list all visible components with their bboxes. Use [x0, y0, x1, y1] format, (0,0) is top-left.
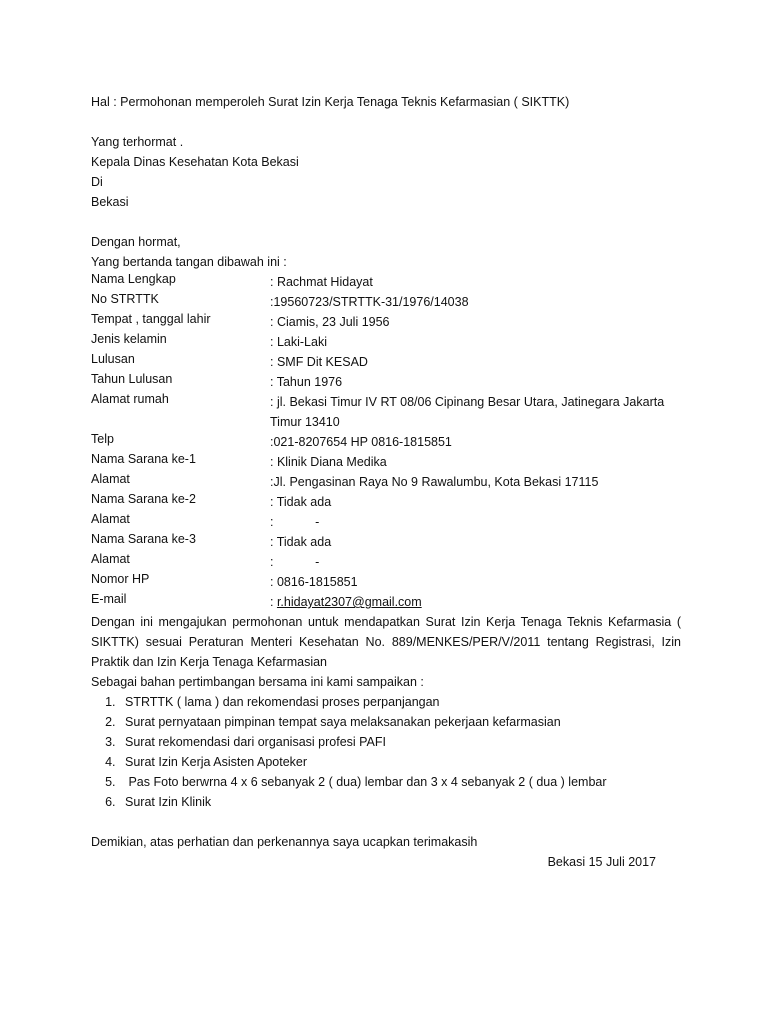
- field-label: Tahun Lulusan: [91, 372, 173, 386]
- field-label: Jenis kelamin: [91, 332, 167, 346]
- list-item: 6. Surat Izin Klinik: [119, 792, 681, 812]
- intro-text: Yang bertanda tangan dibawah ini :: [91, 255, 287, 269]
- email-label: E-mail: [91, 592, 127, 606]
- recipient-name: Kepala Dinas Kesehatan Kota Bekasi: [91, 155, 299, 169]
- field-label: Alamat: [91, 512, 130, 526]
- field-value: : Klinik Diana Medika: [270, 455, 387, 469]
- field-row: [91, 272, 681, 292]
- field-row: [91, 512, 681, 532]
- field-row: [91, 312, 681, 332]
- field-value: : Tahun 1976: [270, 375, 343, 389]
- field-value: : -: [270, 515, 320, 529]
- field-row: [91, 492, 681, 512]
- attachments-intro: Sebagai bahan pertimbangan bersama ini kami sampaikan :: [91, 675, 424, 689]
- subject-line: Hal : Permohonan memperoleh Surat Izin Kerja Tenaga Teknis Kefarmasian ( SIKTTK): [91, 95, 570, 109]
- field-row: [91, 292, 681, 312]
- field-row: [91, 572, 681, 592]
- place-date: Bekasi 15 Juli 2017: [547, 855, 656, 869]
- field-value: : jl. Bekasi Timur IV RT 08/06 Cipinang Besar Utara, Jatinegara Jakarta Timur 13410: [270, 395, 665, 429]
- email-row: [91, 592, 681, 612]
- field-value: :021-8207654 HP 0816-1815851: [270, 435, 452, 449]
- greeting: Dengan hormat,: [91, 235, 181, 249]
- list-item: 4. Surat Izin Kerja Asisten Apoteker: [119, 752, 681, 772]
- field-row: [91, 432, 681, 452]
- field-label: No STRTTK: [91, 292, 159, 306]
- field-label: Alamat: [91, 552, 130, 566]
- field-value: : Tidak ada: [270, 495, 332, 509]
- recipient-city: Bekasi: [91, 195, 129, 209]
- closing-text: Demikian, atas perhatian dan perkenannya saya ucapkan terimakasih: [91, 835, 478, 849]
- list-item: 1. STRTTK ( lama ) dan rekomendasi proses perpanjangan: [119, 692, 681, 712]
- email-prefix: :: [270, 595, 277, 609]
- recipient-block: [91, 132, 681, 212]
- field-value: : -: [270, 555, 320, 569]
- field-value: :19560723/STRTTK-31/1976/14038: [270, 295, 469, 309]
- field-label: Nama Sarana ke-3: [91, 532, 196, 546]
- field-value: : Laki-Laki: [270, 335, 327, 349]
- field-row: [91, 552, 681, 572]
- field-label: Telp: [91, 432, 114, 446]
- letter: [91, 92, 681, 872]
- field-label: Nama Sarana ke-1: [91, 452, 196, 466]
- field-value: : 0816-1815851: [270, 575, 358, 589]
- applicant-fields: [91, 272, 681, 612]
- email-link[interactable]: r.hidayat2307@gmail.com: [276, 595, 422, 609]
- field-value: : Ciamis, 23 Juli 1956: [270, 315, 390, 329]
- list-item: 5. Pas Foto berwrna 4 x 6 sebanyak 2 ( dua) lembar dan 3 x 4 sebanyak 2 ( dua ) lembar: [119, 772, 681, 792]
- list-item: 2. Surat pernyataan pimpinan tempat saya melaksanakan pekerjaan kefarmasian: [119, 712, 681, 732]
- field-label: Lulusan: [91, 352, 135, 366]
- field-value: : Rachmat Hidayat: [270, 275, 373, 289]
- field-row: [91, 372, 681, 392]
- field-label: Nama Lengkap: [91, 272, 176, 286]
- field-row: [91, 392, 681, 432]
- field-row: [91, 332, 681, 352]
- field-label: Alamat rumah: [91, 392, 169, 406]
- list-item: 3. Surat rekomendasi dari organisasi profesi PAFI: [119, 732, 681, 752]
- field-row: [91, 472, 681, 492]
- field-value: : Tidak ada: [270, 535, 332, 549]
- field-row: [91, 532, 681, 552]
- attachments-list: [91, 692, 681, 812]
- field-label: Alamat: [91, 472, 130, 486]
- recipient-di: Di: [91, 175, 103, 189]
- field-value: :Jl. Pengasinan Raya No 9 Rawalumbu, Kota Bekasi 17115: [270, 475, 599, 489]
- field-label: Tempat , tanggal lahir: [91, 312, 211, 326]
- field-label: Nomor HP: [91, 572, 150, 586]
- field-value: : SMF Dit KESAD: [270, 355, 368, 369]
- field-label: Nama Sarana ke-2: [91, 492, 196, 506]
- request-paragraph: Dengan ini mengajukan permohonan untuk mendapatkan Surat Izin Kerja Tenaga Teknis Kefarmasia ( SIKTTK) sesuai Peraturan Menteri Kesehatan No. 889/MENKES/PER/V/2011 tentang Registrasi, Izin Praktik dan Izin Kerja Tenaga Kefarmasian: [91, 615, 681, 669]
- field-row: [91, 452, 681, 472]
- recipient-salutation: Yang terhormat .: [91, 135, 184, 149]
- field-row: [91, 352, 681, 372]
